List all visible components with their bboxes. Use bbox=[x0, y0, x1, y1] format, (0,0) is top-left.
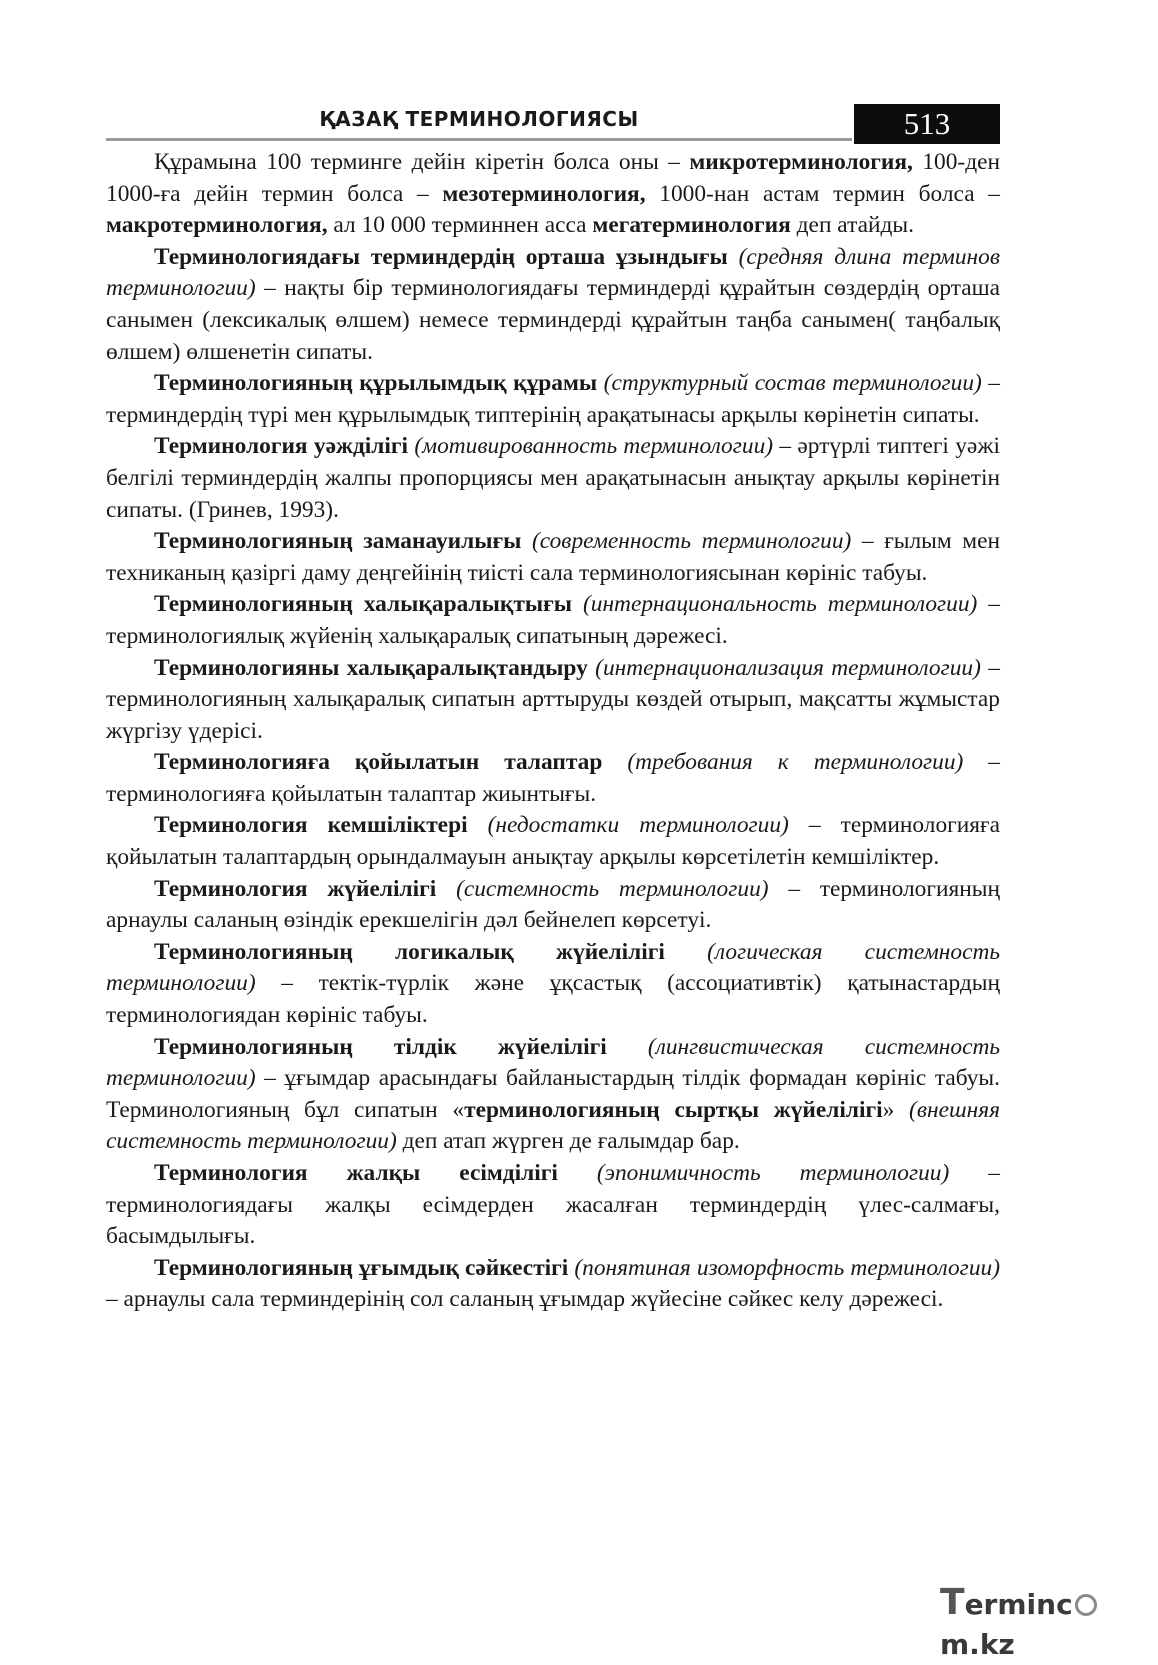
definition-paragraph bbox=[106, 526, 1000, 589]
definition-paragraph bbox=[106, 653, 1000, 748]
definition-paragraph bbox=[106, 431, 1000, 526]
term-bold: мезотерминология, bbox=[442, 180, 646, 207]
term-translation: (недостатки терминологии) bbox=[487, 812, 789, 839]
definition-paragraph bbox=[106, 147, 1000, 242]
term-translation: (эпонимичность терминологии) bbox=[596, 1160, 950, 1186]
term-translation: (мотивированность терминологии) bbox=[414, 433, 774, 460]
definition-paragraph bbox=[106, 589, 1000, 652]
paragraph-text bbox=[468, 812, 488, 838]
paragraph-text bbox=[521, 528, 532, 554]
term-bold: Терминологияның заманауилығы bbox=[154, 528, 522, 555]
term-bold: макротерминология, bbox=[106, 212, 328, 239]
paragraph-text: – әртүрлі типтегі уәжі белгілі терминдердің жалпы пропорциясы мен арақатынасын анықтау арқылы көрінетін сипаты. (Гринев, 1993). bbox=[106, 433, 1000, 523]
paragraph-text: – терминологияға қойылатын талаптардың орындалмауын анықтау арқылы көрсетілетін кемшіліктер. bbox=[106, 812, 1001, 871]
term-bold: Терминологияның ұғымдық сәйкестігі bbox=[154, 1254, 569, 1281]
page-header bbox=[106, 104, 1000, 146]
term-bold: Терминология кемшіліктері bbox=[154, 812, 468, 839]
definition-paragraph bbox=[106, 937, 1000, 1032]
term-translation: (лингвистическая системность терминологии) bbox=[106, 1033, 1000, 1092]
paragraph-text: – терминологияның арнаулы саланың өзіндік ерекшелігін дәл бейнелеп көрсетуі. bbox=[106, 875, 1000, 934]
paragraph-text: – терминологияның халықаралық сипатын арттыруды көздей отырып, мақсатты жұмыстар жүргізу үдерісі. bbox=[106, 654, 1000, 744]
term-translation: (понятиная изоморфность терминологии) bbox=[574, 1254, 1000, 1281]
term-translation: (интернациональность терминологии) bbox=[582, 591, 978, 618]
term-bold: Терминологияны халықаралықтандыру bbox=[154, 654, 588, 681]
definition-paragraph bbox=[106, 1253, 1000, 1316]
paragraph-text bbox=[607, 1034, 648, 1060]
term-translation: (интернационализация терминологии) bbox=[595, 654, 981, 681]
definition-paragraph bbox=[106, 810, 1000, 873]
definition-paragraph bbox=[106, 1158, 1000, 1253]
term-bold: Терминологияның халықаралықтығы bbox=[154, 591, 573, 618]
paragraph-text bbox=[602, 749, 627, 775]
term-bold: терминологияның сыртқы жүйелілігі bbox=[464, 1096, 883, 1123]
paragraph-text bbox=[728, 244, 739, 270]
paragraph-text: – терминологиялық жүйенің халықаралық сипатының дәрежесі. bbox=[106, 591, 1000, 649]
paragraph-text: деп атайды. bbox=[790, 212, 914, 239]
term-translation: (логическая системность терминологии) bbox=[106, 938, 1000, 997]
paragraph-text: ал 10 000 терминнен асса bbox=[327, 212, 593, 239]
definition-paragraph bbox=[106, 874, 1000, 937]
term-bold: Терминологияның логикалық жүйелілігі bbox=[154, 938, 665, 965]
paragraph-text: – ғылым мен техниканың қазіргі даму деңгейінің тиісті сала терминологиясынан көрініс табуы. bbox=[106, 528, 1000, 586]
term-translation: (структурный состав терминологии) bbox=[603, 370, 982, 397]
paragraph-text bbox=[436, 876, 456, 902]
paragraph-text: Құрамына 100 терминге дейін кіретін болса оны – bbox=[154, 149, 690, 175]
paragraph-text: – тектік-түрлік және ұқсастық (ассоциативтік) қатынастардың терминологиядан көрініс табуы. bbox=[106, 970, 1000, 1029]
paragraph-text bbox=[558, 1160, 597, 1186]
term-translation: (системность терминологии) bbox=[456, 875, 769, 902]
definition-paragraph bbox=[106, 242, 1000, 368]
definition-paragraph bbox=[106, 368, 1000, 431]
term-bold: Терминология уәжділігі bbox=[154, 433, 409, 460]
term-bold: мегатерминология bbox=[592, 212, 791, 239]
term-bold: Терминологияның құрылымдық құрамы bbox=[154, 370, 598, 397]
watermark-letter-t: T bbox=[940, 1582, 965, 1623]
term-bold: микротерминология, bbox=[689, 149, 913, 175]
term-bold: Терминология жүйелілігі bbox=[154, 875, 437, 902]
paragraph-text: – арнаулы сала терминдерінің сол саланың ұғымдар жүйесіне сәйкес келу дәрежесі. bbox=[106, 1286, 944, 1313]
magnifier-icon bbox=[1075, 1594, 1097, 1616]
paragraph-text bbox=[665, 939, 707, 965]
watermark-logo bbox=[940, 1582, 1150, 1661]
term-bold: Терминологиядағы терминдердің орташа ұзындығы bbox=[154, 243, 728, 270]
paragraph-text: 1000-нан астам термин болса – bbox=[645, 180, 1001, 207]
header-rule bbox=[106, 138, 852, 141]
paragraph-text: деп атап жүрген де ғалымдар бар. bbox=[396, 1128, 740, 1155]
paragraph-text: 100-ден 1000-ға дейін термин болса – bbox=[106, 149, 1000, 207]
term-bold: Терминология жалқы есімділігі bbox=[154, 1160, 558, 1186]
paragraph-text: – терминологияға қойылатын талаптар жиынтығы. bbox=[106, 749, 1000, 807]
paragraph-text: – терминдердің түрі мен құрылымдық типтерінің арақатынасы арқылы көрінетін сипаты. bbox=[106, 370, 1000, 428]
running-title: ҚАЗАҚ ТЕРМИНОЛОГИЯСЫ bbox=[319, 107, 639, 131]
term-translation: (внешняя системность терминологии) bbox=[106, 1096, 1000, 1155]
definition-paragraph bbox=[106, 747, 1000, 810]
watermark-text-b: m.kz bbox=[940, 1628, 1015, 1661]
definition-paragraph bbox=[106, 1032, 1000, 1158]
paragraph-text bbox=[572, 591, 583, 617]
paragraph-text: – ұғымдар арасындағы байланыстардың тілдік формадан көрініс табуы. Терминологияның бұл сипатын « bbox=[106, 1065, 1000, 1123]
body-text bbox=[106, 147, 1000, 1316]
paragraph-text: » bbox=[882, 1096, 910, 1123]
term-bold: Терминологияға қойылатын талаптар bbox=[154, 749, 603, 776]
term-translation: (требования к терминологии) bbox=[627, 749, 964, 776]
term-bold: Терминологияның тілдік жүйелілігі bbox=[154, 1033, 607, 1060]
term-translation: (средняя длина терминов терминологии) bbox=[106, 243, 1000, 302]
paragraph-text: – нақты бір терминологиядағы терминдерді құрайтын сөздердің орташа санымен (лексикалық өлшем) немесе терминдерді құрайтын таңба санымен( таңбалық өлшем) өлшенетін сипаты. bbox=[106, 275, 1000, 365]
watermark-text-a: erminc bbox=[964, 1588, 1073, 1621]
term-translation: (современность терминологии) bbox=[532, 528, 852, 555]
page-number: 513 bbox=[854, 104, 1000, 144]
paragraph-text: – терминологиядағы жалқы есімдерден жасалған терминдердің үлес-салмағы, басымдылығы. bbox=[106, 1160, 1000, 1250]
